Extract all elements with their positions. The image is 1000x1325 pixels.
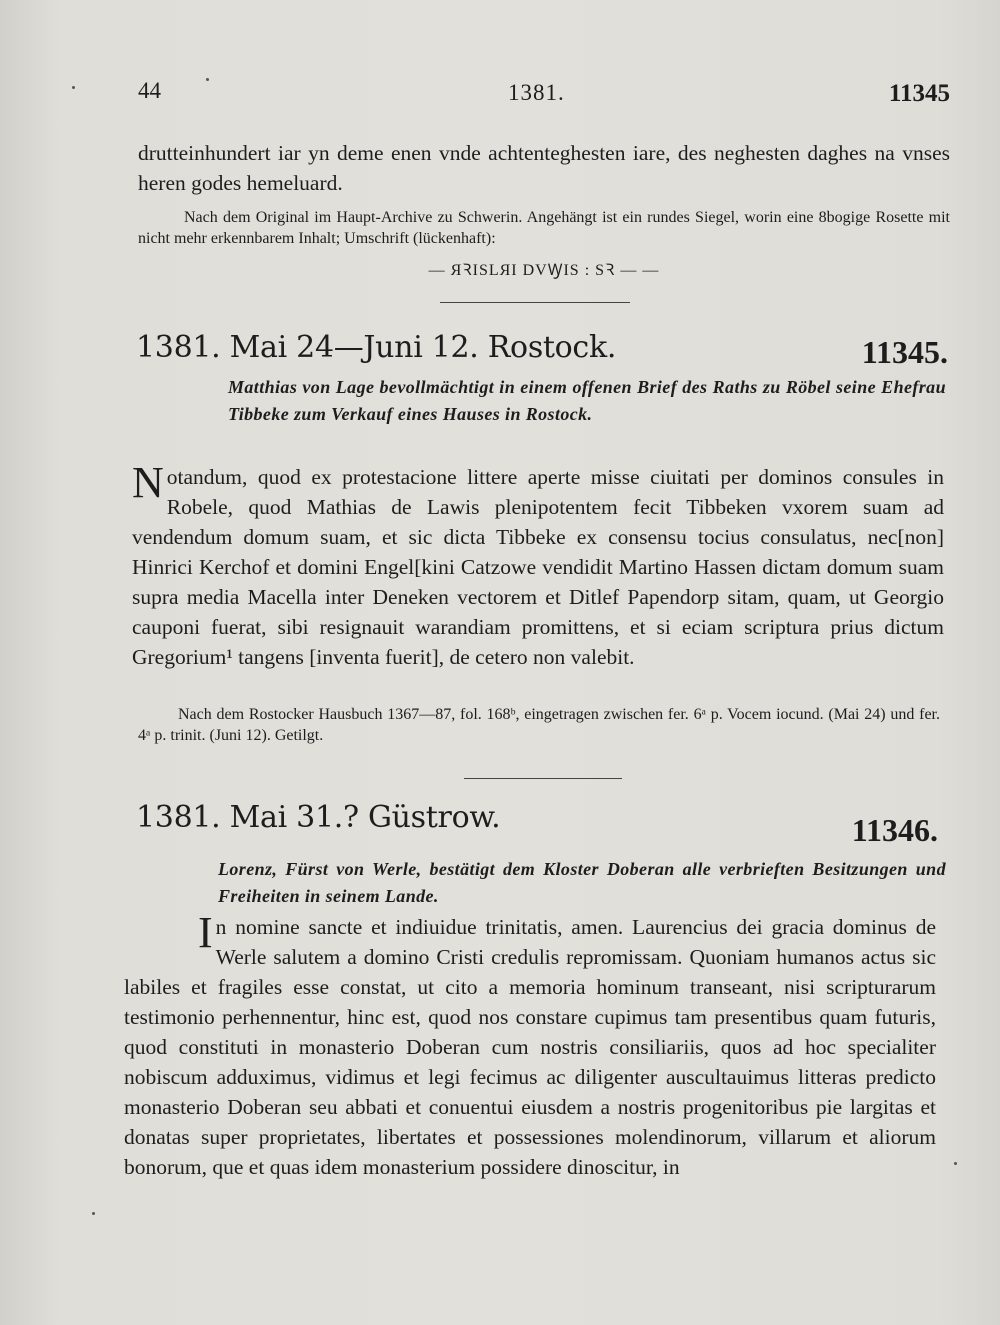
entry-11345-number: 11345.: [861, 334, 948, 370]
entry-11345-text: otandum, quod ex protestacione littere aperte misse ciuitati per dominos consules in Robele, quod Mathias de Lawis plenipotentem fecit Tibbeken vxorem suam ad vendendum domum suam, et sic dicta Tibbeke ex consensu tocius consulatus, nec[non] Hinrici Kerchof et domini Engel[kini Catzowe vendidit Martino Hassen dictam domum suam supra media Macella inter Deneken vectorem et Ditlef Papendorp sitam, quam, ut Georgio cauponi fuerat, sibi resignauit warandiam promittens, et si eciam scriptura prius dictum Gregorium¹ tangens [inventa fuerit], de cetero non valebit.: [132, 465, 944, 669]
continuation-source-note: Nach dem Original im Haupt-Archive zu Schwerin. Angehängt ist ein rundes Siegel, worin eine 8bogige Rosette mit nicht mehr erkennbarem Inhalt; Umschrift (lückenhaft):: [138, 209, 950, 247]
entry-11346-heading: 1381. Mai 31.? Güstrow.: [136, 800, 501, 835]
running-year: 1381.: [508, 80, 565, 105]
entry-11345-body: [132, 458, 944, 672]
page-number: 44: [138, 78, 161, 103]
running-entry-number: 11345: [888, 80, 950, 107]
section-divider: [440, 302, 630, 303]
entry-11346-body: [124, 908, 936, 1182]
entry-11345-summary: Matthias von Lage bevollmächtigt in einem offenen Brief des Raths zu Röbel seine Ehefrau Tibbeke zum Verkauf eines Hauses in Rostock.: [228, 377, 946, 424]
section-divider-2: [464, 778, 622, 779]
entry-11345-heading: 1381. Mai 24—Juni 12. Rostock.: [136, 330, 617, 365]
entry-11346-summary: Lorenz, Fürst von Werle, bestätigt dem Kloster Doberan alle verbrieften Besitzungen und Freiheiten in seinem Lande.: [218, 859, 946, 906]
continuation-text: drutteinhundert iar yn deme enen vnde achtenteghesten iare, des neghesten daghes na vnses heren godes hemeluard.: [138, 141, 950, 195]
entry-11345-source-note: Nach dem Rostocker Hausbuch 1367—87, fol. 168ᵇ, eingetragen zwischen fer. 6ᵃ p. Vocem iocund. (Mai 24) und fer. 4ᵃ p. trinit. (Juni 12). Getilgt.: [138, 706, 940, 744]
entry-11345-initial: N: [132, 458, 164, 507]
entry-11346-text: n nomine sancte et indiuidue trinitatis, amen. Laurencius dei gracia dominus de Werle salutem a domino Cristi credulis repromissam. Quoniam humanos actus sic labiles et fragiles esse constat, ut cito a memoria hominum transeant, nisi scripturarum testimonio perhennentur, hinc est, quod nos constare cupimus tam presentibus quam futuris, quod constituti in monasterio Doberan cum nostris consiliariis, quos ad hoc specialiter nobiscum adduximus, vidimus et legi fecimus ac diligenter auscultauimus litteras predicto monasterio Doberan seu abbati et conuentui eiusdem a nostris progenitoribus pie largitas et donatas super proprietates, libertates et possessiones molendinorum, villarum et aliorum bonorum, que et quas idem monasterium possidere dinoscitur, in: [124, 915, 936, 1179]
seal-legend: — ЯꝚISLЯI DVꝠIS : SꝚ — —: [428, 262, 660, 279]
entry-11346-number: 11346.: [851, 812, 938, 848]
entry-11346-initial: I: [198, 908, 213, 957]
